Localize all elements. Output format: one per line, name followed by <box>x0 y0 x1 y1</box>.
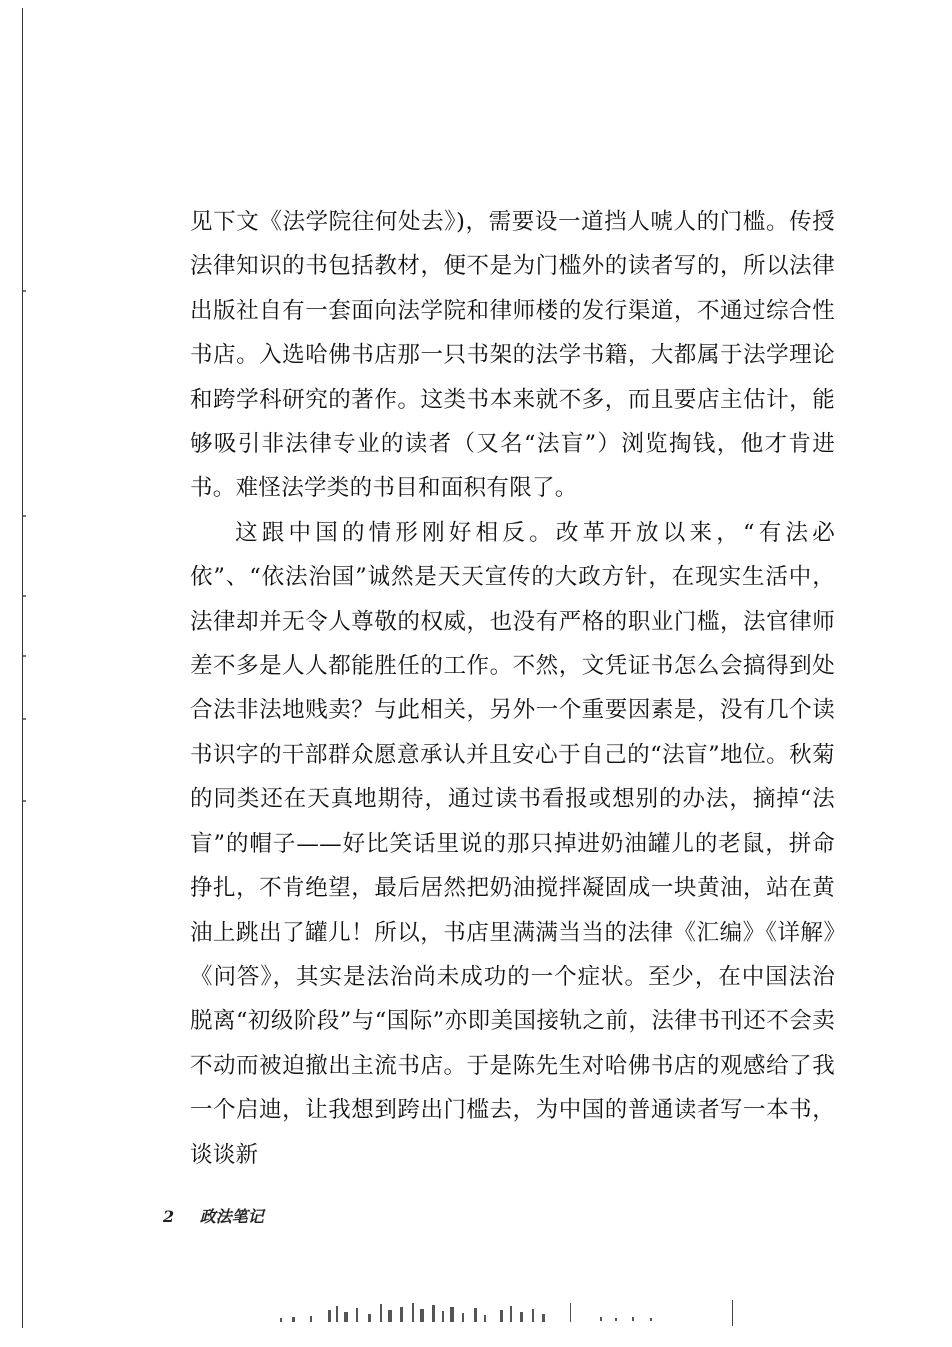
scan-mark <box>23 655 26 657</box>
page-number: 2 <box>163 1207 175 1226</box>
paragraph: 这跟中国的情形刚好相反。改革开放以来，“有法必依”、“依法治国”诚然是天天宣传的大政方针，在现实生活中，法律却并无令人尊敬的权威，也没有严格的职业门槛，法官律师差不多是人人都能胜任的工作。不然，文凭证书怎么会搞得到处合法非法地贱卖？与此相关，另外一个重要因素是，没有几个读书识字的干部群众愿意承认并且安心于自己的“法盲”地位。秋菊的同类还在天真地期待，通过读书看报或想别的办法，摘掉“法盲”的帽子——好比笑话里说的那只掉进奶油罐儿的老鼠，拼命挣扎，不肯绝望，最后居然把奶油搅拌凝固成一块黄油，站在黄油上跳出了罐儿！所以，书店里满满当当的法律《汇编》《详解》《问答》，其实是法治尚未成功的一个症状。至少，在中国法治脱离“初级阶段”与“国际”亦即美国接轨之前，法律书刊还不会卖不动而被迫撤出主流书店。于是陈先生对哈佛书店的观感给了我一个启迪，让我想到跨出门槛去，为中国的普通读者写一本书，谈谈新 <box>190 519 835 1168</box>
scan-mark <box>23 718 26 720</box>
scan-noise-strip <box>270 1298 670 1326</box>
scan-mark <box>23 800 26 802</box>
paragraph-continued: 见下文《法学院往何处去》)，需要设一道挡人唬人的门槛。传授法律知识的书包括教材，便不是为门槛外的读者写的，所以法律出版社自有一套面向法学院和律师楼的发行渠道，不通过综合性书店。入选哈佛书店那一只书架的法学书籍，大都属于法学理论和跨学科研究的著作。这类书本来就不多，而且要店主估计，能够吸引非法律专业的读者（又名“法盲”）浏览掏钱，他才肯进书。难怪法学类的书目和面积有限了。 <box>190 209 835 502</box>
scan-mark <box>23 515 26 517</box>
scan-mark <box>23 290 26 292</box>
binding-edge-line <box>22 8 23 1328</box>
page-footer <box>163 1204 264 1227</box>
scan-mark <box>23 595 26 597</box>
page-body <box>190 200 835 1177</box>
scan-edge-tick <box>732 1300 733 1326</box>
running-title: 政法笔记 <box>199 1207 264 1226</box>
